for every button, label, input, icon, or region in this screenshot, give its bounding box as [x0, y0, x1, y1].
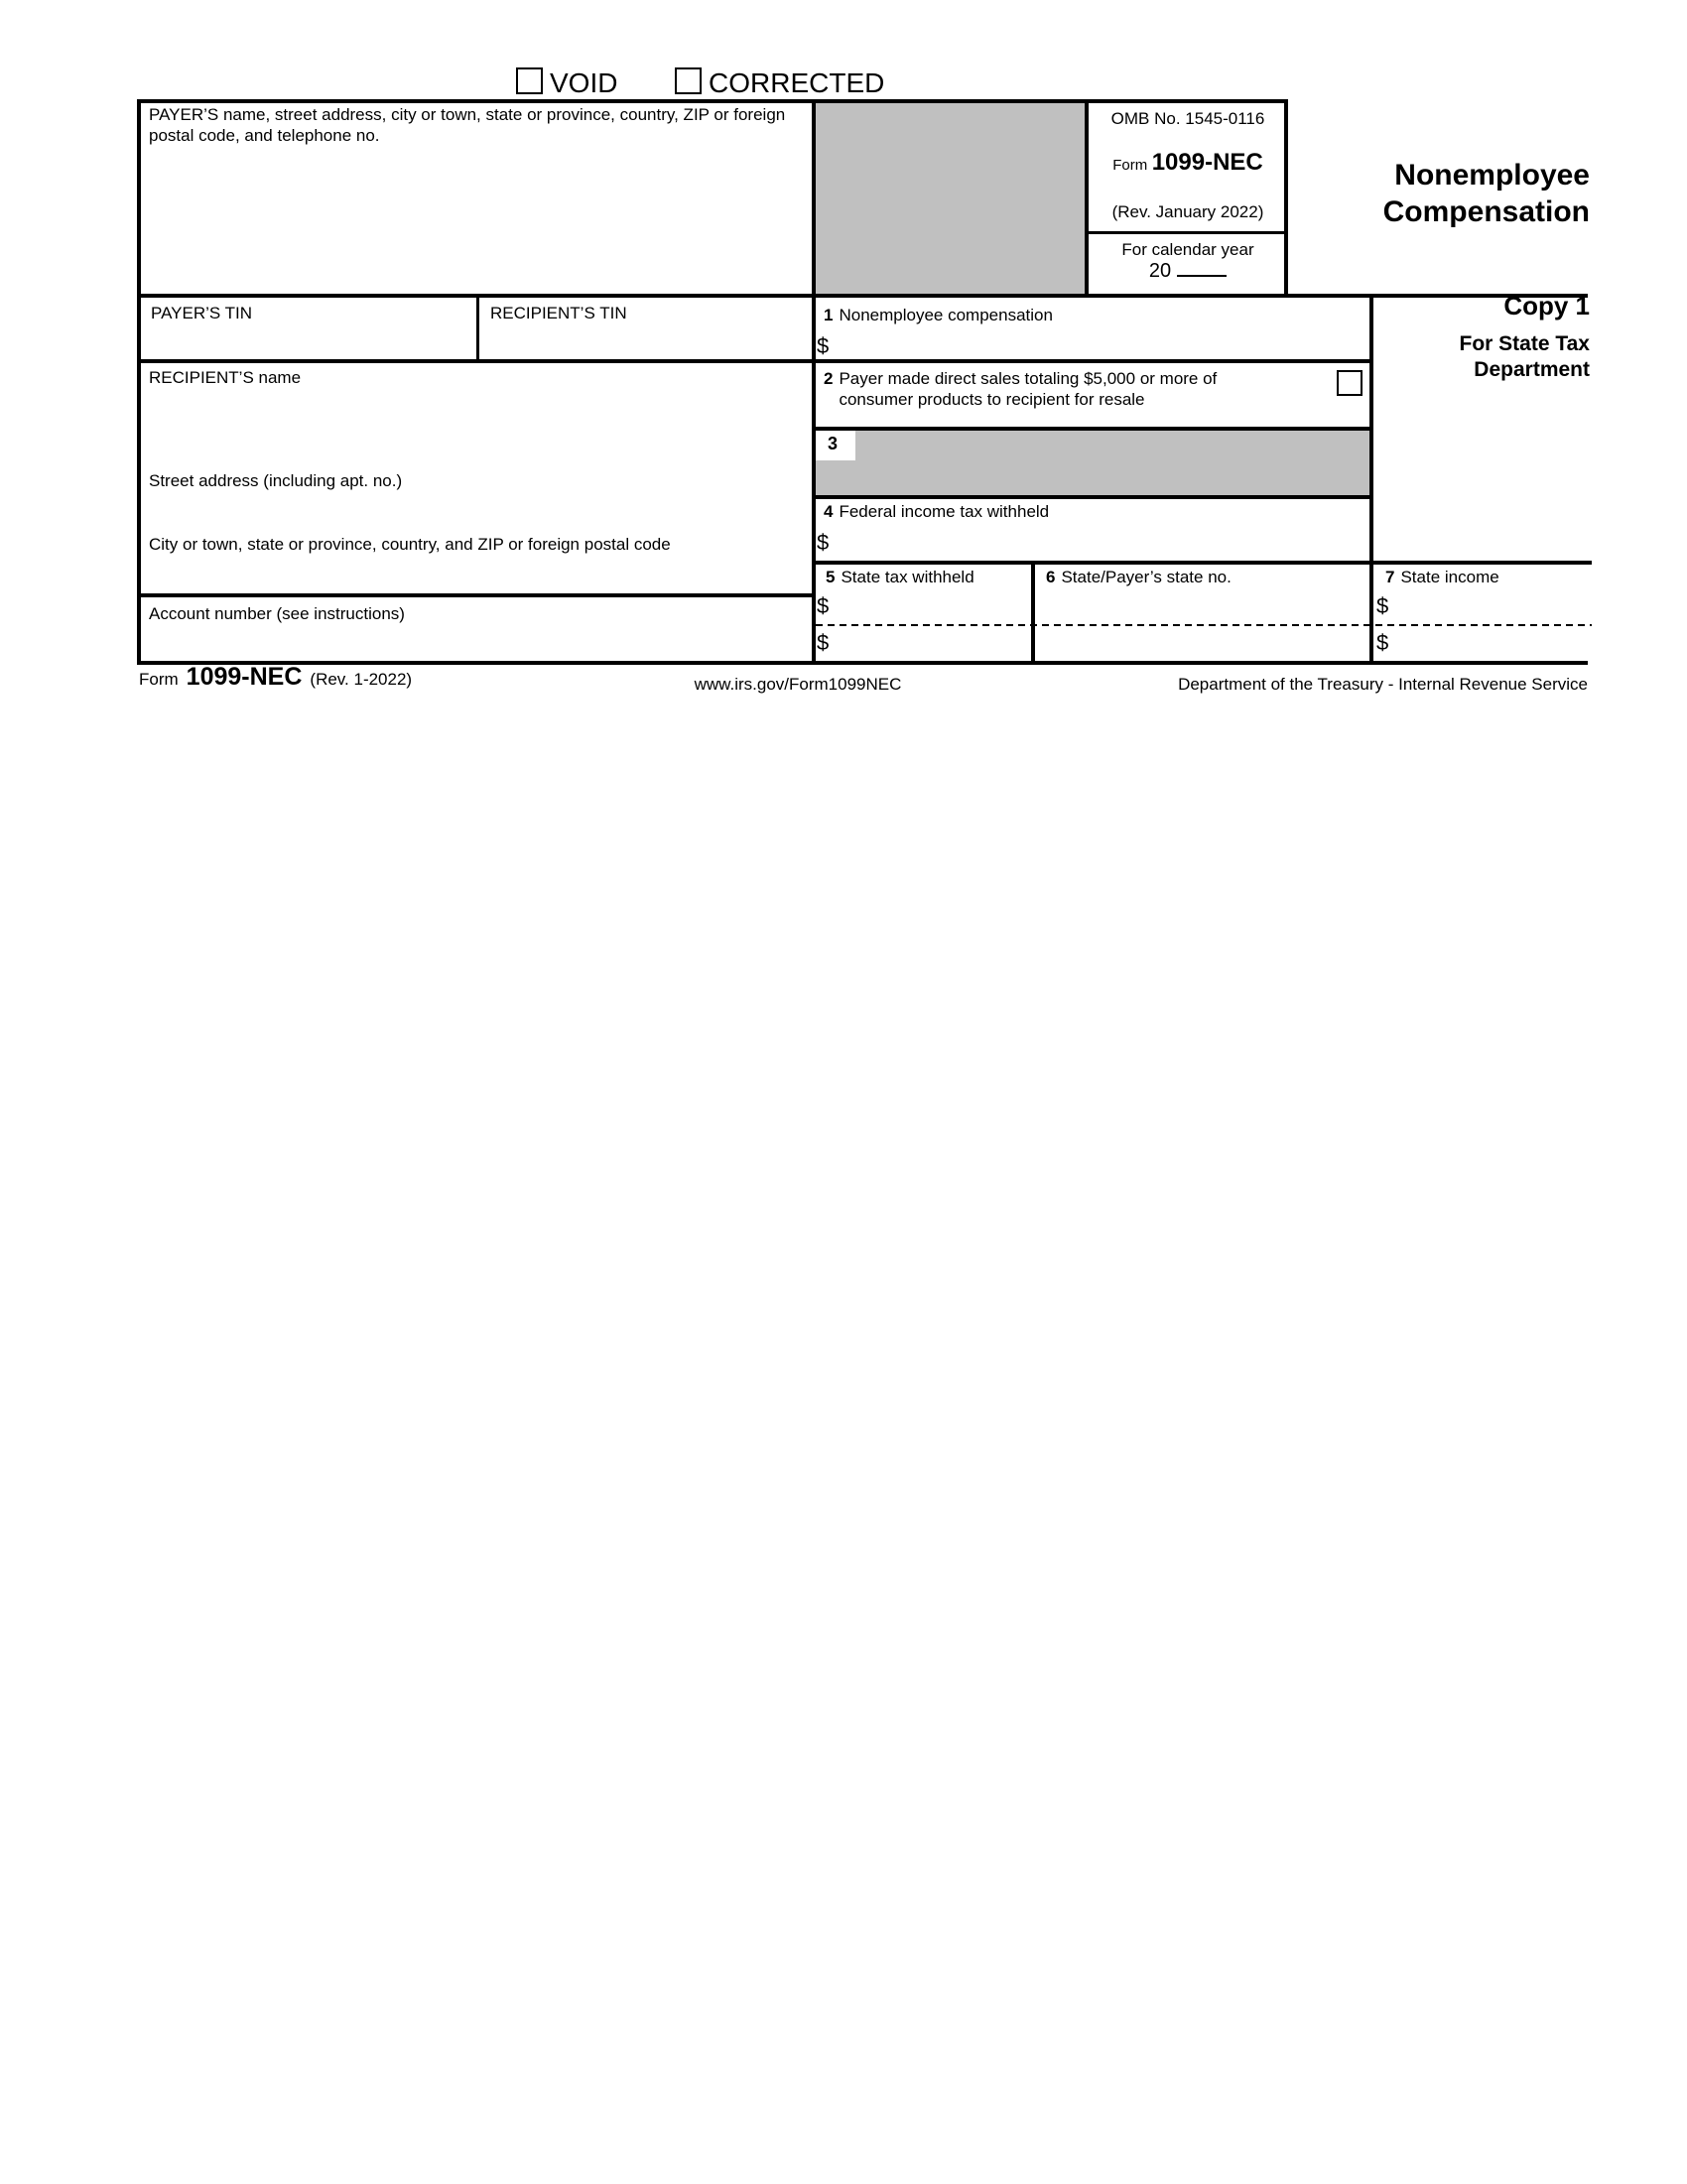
void-label: VOID: [550, 67, 618, 98]
account-row-top-border: [137, 593, 816, 597]
omb-number: OMB No. 1545-0116: [1110, 109, 1265, 128]
shaded-block-top: [812, 99, 1089, 294]
box7-label: [1385, 568, 1499, 588]
footer-department: Department of the Treasury - Internal Revenue Service: [1178, 675, 1588, 694]
box1-dollar-sign: $: [817, 333, 830, 358]
payer-info-label: PAYER’S name, street address, city or town, state or province, country, ZIP or foreign postal code, and telephone no.: [149, 105, 786, 145]
box1-text: Nonemployee compensation: [839, 306, 1053, 324]
box2-label: [824, 369, 1285, 410]
copy-audience-line1: For State Tax: [1459, 331, 1590, 355]
form-title-line1: Nonemployee: [1394, 159, 1590, 192]
footer-form-word: Form: [139, 670, 179, 689]
street-address-label: Street address (including apt. no.): [149, 471, 403, 490]
copy-number: Copy 1: [1503, 291, 1590, 321]
box4-dollar-sign: $: [817, 530, 830, 555]
box5-label: [826, 568, 974, 588]
year-prefix: 20: [1148, 260, 1172, 282]
box7-dollar-sign-bottom: $: [1376, 630, 1389, 655]
recipient-name-label: RECIPIENT’S name: [149, 368, 302, 387]
box4-text: Federal income tax withheld: [839, 502, 1050, 521]
corrected-checkbox[interactable]: [675, 67, 702, 94]
calendar-year-label: For calendar year: [1121, 240, 1254, 259]
tin-row-bottom-border: [137, 359, 1373, 363]
box1-label: [824, 306, 1053, 326]
account-number-label: Account number (see instructions): [149, 604, 405, 623]
box5-dollar-sign-top: $: [817, 593, 830, 618]
city-state-zip-label: City or town, state or province, country, and ZIP or foreign postal code: [149, 535, 671, 554]
box5-text: State tax withheld: [841, 568, 974, 586]
copy-panel: [1389, 291, 1590, 383]
tin-divider: [476, 294, 479, 363]
footer-form-id: [139, 663, 412, 692]
form-number-line: [1092, 149, 1284, 177]
box4-number: 4: [824, 502, 834, 521]
box7-number: 7: [1385, 568, 1395, 586]
payer-tin-label: PAYER’S TIN: [151, 304, 253, 322]
corrected-label: CORRECTED: [709, 67, 885, 98]
copy-panel-left-border: [1369, 294, 1373, 665]
form-word: Form: [1112, 157, 1148, 174]
revision-label: (Rev. January 2022): [1111, 202, 1264, 221]
form-left-border: [137, 99, 141, 665]
footer-url: www.irs.gov/Form1099NEC: [694, 675, 902, 694]
form-title: [1290, 157, 1590, 230]
omb-box-right-border: [1284, 99, 1288, 294]
box5-dollar-sign-bottom: $: [817, 630, 830, 655]
year-blank-line: [1177, 261, 1227, 277]
calendar-year-value: [1092, 260, 1284, 283]
box2-bottom-border: [812, 427, 1373, 431]
box7-text: State income: [1400, 568, 1499, 586]
footer-revision: (Rev. 1-2022): [310, 670, 413, 689]
form-number: 1099-NEC: [1151, 149, 1263, 176]
state-amount-dashed-line: [816, 624, 1592, 626]
box7-dollar-sign-top: $: [1376, 593, 1389, 618]
recipient-tin-label: RECIPIENT’S TIN: [490, 304, 627, 322]
amounts-column-left-border: [812, 99, 816, 665]
box3-shaded-area: [812, 427, 1373, 499]
shaded-omb-divider: [1085, 99, 1089, 294]
footer-form-number: 1099-NEC: [186, 663, 303, 691]
form-title-line2: Compensation: [1382, 195, 1590, 228]
box5-number: 5: [826, 568, 836, 586]
void-checkbox[interactable]: [516, 67, 543, 94]
box5-box6-divider: [1031, 561, 1035, 665]
box3-bottom-border: [812, 495, 1373, 499]
box1-number: 1: [824, 306, 834, 324]
box2-text: Payer made direct sales totaling $5,000 or more of consumer products to recipient for resale: [839, 369, 1218, 409]
box6-text: State/Payer’s state no.: [1061, 568, 1232, 586]
box2-direct-sales-checkbox[interactable]: [1337, 370, 1363, 396]
box4-bottom-border: [812, 561, 1592, 565]
box4-label: [824, 502, 1049, 523]
box6-number: 6: [1046, 568, 1056, 586]
box6-label: [1046, 568, 1232, 588]
omb-form-box: [1092, 103, 1284, 294]
copy-audience-line2: Department: [1474, 357, 1590, 381]
box3-number: 3: [828, 434, 839, 453]
box2-number: 2: [824, 369, 834, 388]
